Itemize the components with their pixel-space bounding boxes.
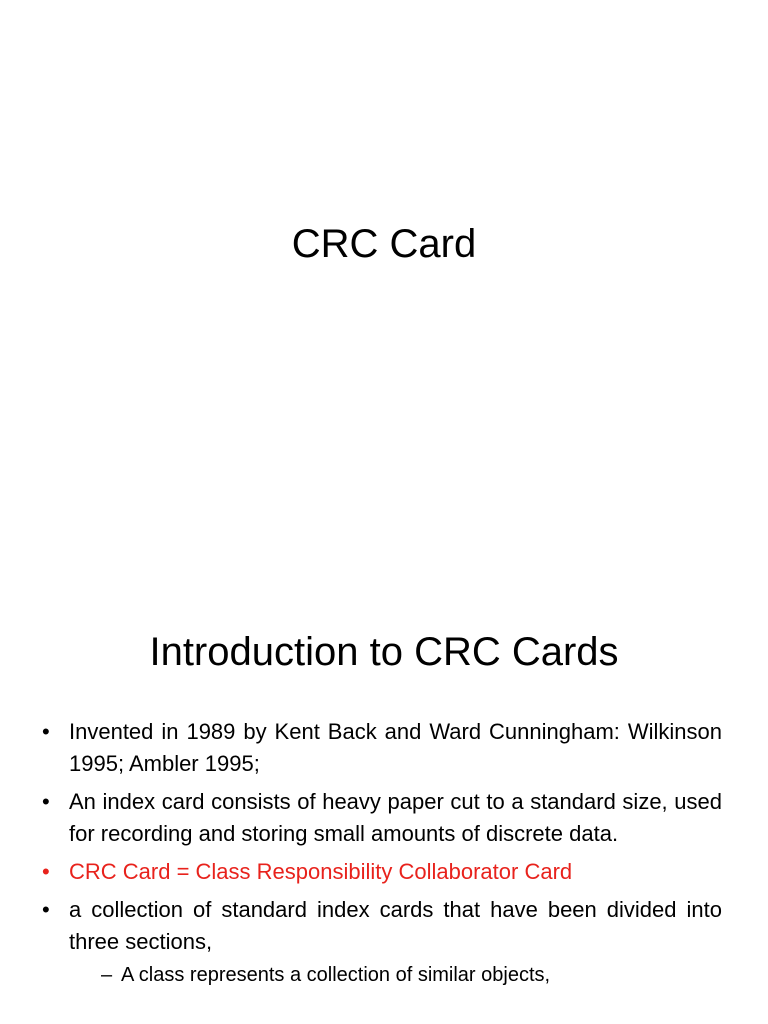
bullet-item [42,786,722,850]
bullet-marker: • [42,897,50,922]
sub-bullet-marker: – [101,964,113,986]
slide-title: CRC Card [291,222,477,266]
sub-bullet-text: A class represents a collection of similar objects, [121,964,551,986]
bullet-item-highlighted [42,856,722,888]
bullet-list [42,716,722,996]
bullet-text: Invented in 1989 by Kent Back and Ward Cunningham: Wilkinson 1995; Ambler 1995; [69,719,722,776]
bullet-item [42,894,722,990]
bullet-marker: • [42,859,50,884]
section-title: Introduction to CRC Cards [149,630,619,674]
bullet-marker: • [42,719,50,744]
sub-bullet-item [69,960,722,990]
bullet-text: a collection of standard index cards that have been divided into three sections, [69,897,722,954]
bullet-marker: • [42,789,50,814]
bullet-item [42,716,722,780]
bullet-text: CRC Card = Class Responsibility Collaborator Card [69,859,573,884]
bullet-text: An index card consists of heavy paper cut to a standard size, used for recording and storing small amounts of discrete data. [69,789,722,846]
